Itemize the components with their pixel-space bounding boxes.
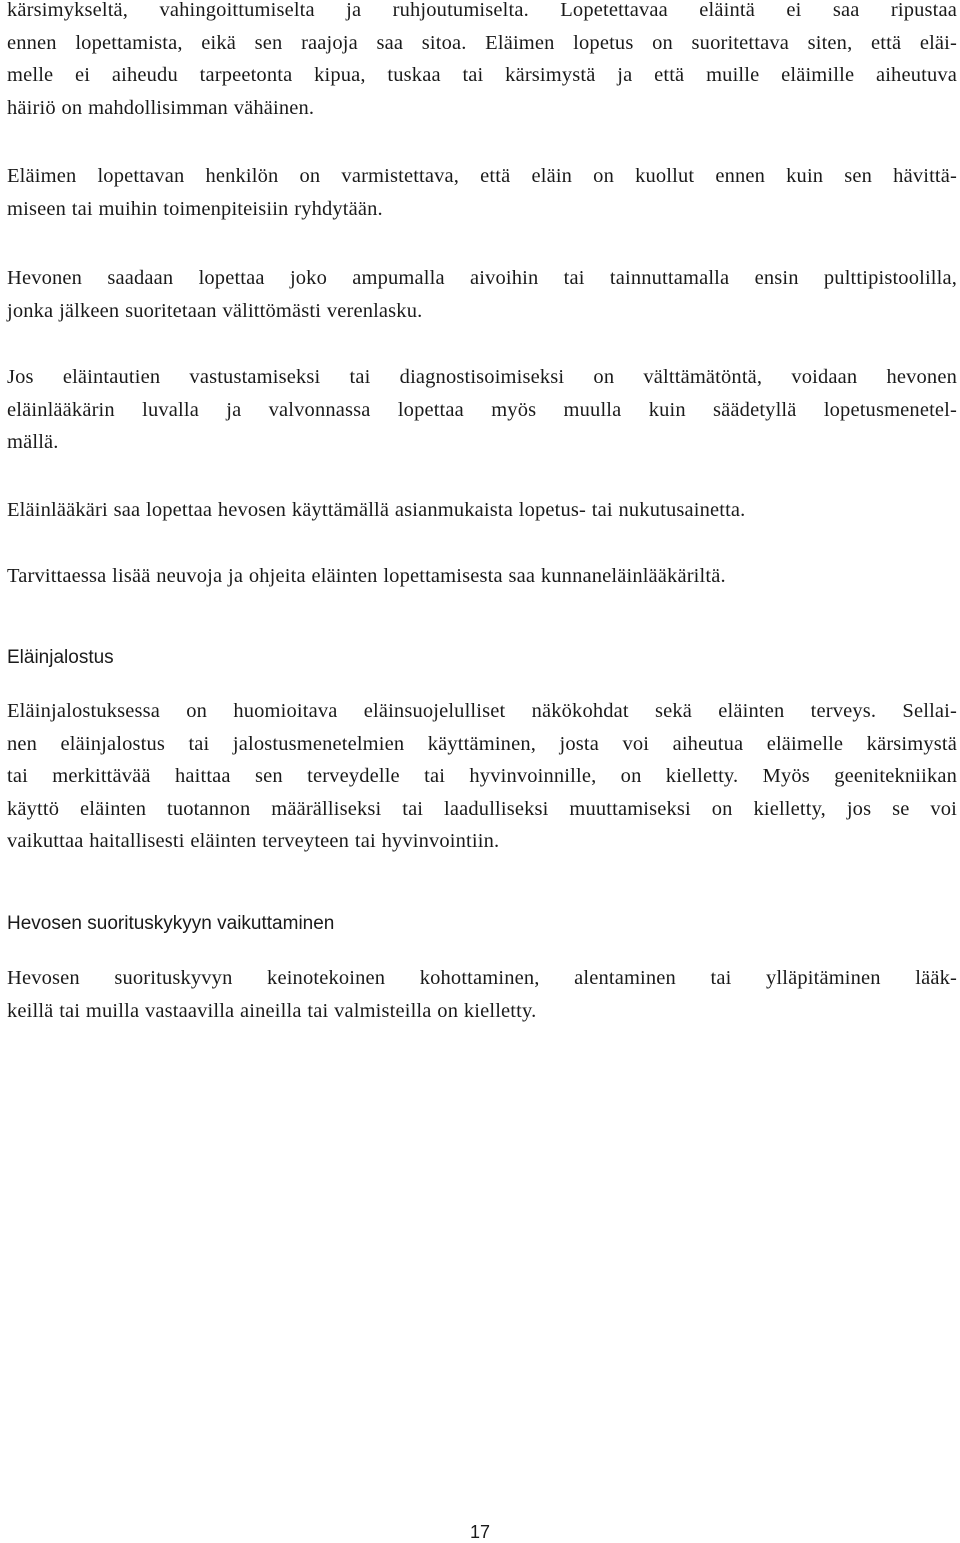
- text-line: Hevosen suorituskyvyn keinotekoinen kohottaminen, alentaminen tai ylläpitäminen lääk-: [7, 967, 957, 989]
- paragraph-veterinarian-euthanasia: [7, 494, 957, 527]
- text-line: häiriö on mahdollisimman vähäinen.: [7, 96, 315, 119]
- text-line: melle ei aiheudu tarpeetonta kipua, tuskaa tai kärsimystä ja että muille eläimille aiheutuva: [7, 64, 957, 86]
- text-line: eläinlääkärin luvalla ja valvonnassa lopettaa myös muulla kuin säädetyllä lopetusmenetel-: [7, 398, 957, 421]
- section-heading-breeding: Eläinjalostus: [7, 647, 114, 668]
- text-line: käyttö eläinten tuotannon määrälliseksi tai laadulliseksi muuttamiseksi on kielletty, jos se voi: [7, 797, 957, 820]
- page-number: 17: [469, 1522, 491, 1542]
- text-line: miseen tai muihin toimenpiteisiin ryhdytään.: [7, 197, 383, 220]
- paragraph-further-advice: [7, 560, 957, 593]
- text-line: Hevonen saadaan lopettaa joko ampumalla aivoihin tai tainnuttamalla ensin pulttipistoolilla,: [7, 267, 957, 289]
- text-line: tai merkittävää haittaa sen terveydelle tai hyvinvoinnille, on kielletty. Myös geenitekniikan: [7, 765, 957, 787]
- text-line: jonka jälkeen suoritetaan välittömästi verenlasku.: [7, 299, 423, 322]
- paragraph-horse-slaughter-methods: [7, 262, 957, 327]
- text-line: Tarvittaessa lisää neuvoja ja ohjeita eläinten lopettamisesta saa kunnaneläinlääkäriltä.: [7, 565, 726, 587]
- text-line: Eläinjalostuksessa on huomioitava eläinsuojelulliset näkökohdat sekä eläinten terveys. Sellai-: [7, 700, 957, 722]
- text-line: mällä.: [7, 431, 59, 453]
- text-line: Eläimen lopettavan henkilön on varmistettava, että eläin on kuollut ennen kuin sen hävittä-: [7, 165, 957, 187]
- text-line: kärsimykseltä, vahingoittumiselta ja ruhjoutumiselta. Lopetettavaa eläintä ei saa ripustaa: [7, 0, 957, 21]
- paragraph-death-verification: [7, 160, 957, 225]
- paragraph-breeding: [7, 695, 957, 858]
- paragraph-disease-control-exception: [7, 361, 957, 459]
- paragraph-performance: [7, 962, 957, 1027]
- text-line: vaikuttaa haitallisesti eläinten terveyteen tai hyvinvointiin.: [7, 830, 500, 852]
- section-heading-performance: Hevosen suorituskykyyn vaikuttaminen: [7, 913, 335, 934]
- text-line: nen eläinjalostus tai jalostusmenetelmien käyttäminen, josta voi aiheutua eläimelle kärsimystä: [7, 732, 957, 755]
- text-line: ennen lopettamista, eikä sen raajoja saa sitoa. Eläimen lopetus on suoritettava siten, että eläi-: [7, 31, 957, 54]
- text-line: keillä tai muilla vastaavilla aineilla tai valmisteilla on kielletty.: [7, 999, 537, 1022]
- text-line: Eläinlääkäri saa lopettaa hevosen käyttämällä asianmukaista lopetus- tai nukutusainetta.: [7, 499, 746, 521]
- paragraph-slaughter-conditions: [7, 0, 957, 124]
- text-line: Jos eläintautien vastustamiseksi tai diagnostisoimiseksi on välttämätöntä, voidaan hevonen: [7, 366, 957, 388]
